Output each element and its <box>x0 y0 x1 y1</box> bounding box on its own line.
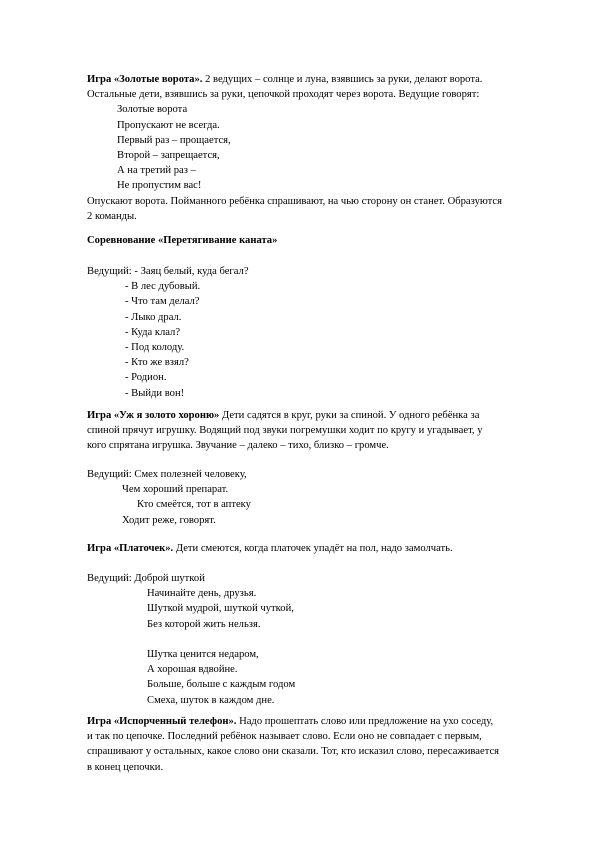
game-golden-gates-after1: Опускают ворота. Пойманного ребёнка спрашивают, на чью сторону он станет. Образуются <box>87 195 502 207</box>
game-broken-phone-line3: спрашивают у остальных, какое слово они сказали. Тот, кто исказил слово, пересаживается <box>87 746 500 758</box>
laugh-line: Кто смеётся, тот в аптеку <box>137 499 251 511</box>
joke-line: Больше, больше с каждым годом <box>147 679 296 691</box>
verse-line: Золотые ворота <box>117 104 188 116</box>
dialog-line: - Куда клал? <box>125 326 181 338</box>
verse-line: А на третий раз – <box>117 165 196 177</box>
game-broken-phone-line4: в конец цепочки. <box>87 761 164 773</box>
game-broken-phone-line2: и так по цепочке. Последний ребёнок называет слово. Если оно не совпадает с первым, <box>87 731 482 743</box>
game-handkerchief-title: Игра «Платочек». <box>87 543 174 554</box>
game-golden-gates-line2: Остальные дети, взявшись за руки, цепочкой проходят через ворота. Ведущие говорят: <box>87 89 480 101</box>
game-golden-gates-after2: 2 команды. <box>87 210 137 222</box>
game-broken-phone-title: Игра «Испорченный телефон». <box>87 716 237 727</box>
verse-line: Первый раз – прощается, <box>117 134 231 146</box>
game-hide-gold-line2: спиной прячут игрушку. Водящий под звуки погремушки ходит по кругу и угадывает, у <box>87 425 483 437</box>
dialog-line: - Лыко драл. <box>125 311 182 323</box>
blank-line <box>87 632 557 647</box>
verse-line: Не пропустим вас! <box>117 180 202 192</box>
contest-tug-of-war <box>87 233 557 248</box>
dialog-line: - В лес дубовый. <box>125 281 201 293</box>
game-broken-phone <box>87 714 557 775</box>
joke-line: Смеха, шуток в каждом дне. <box>147 694 275 706</box>
game-handkerchief-text: Дети смеются, когда платочек упадёт на пол, надо замолчать. <box>173 543 453 554</box>
game-golden-gates-intro: 2 ведущих – солнце и луна, взявшись за руки, делают ворота. <box>202 74 483 85</box>
dialog-hare <box>87 264 557 401</box>
verse-laughter <box>87 467 557 528</box>
joke-line: Шуткой мудрой, шуткой чуткой, <box>147 603 294 615</box>
dialog-first-line: Ведущий: - Заяц белый, куда бегал? <box>87 266 249 277</box>
dialog-line: - Под колоду. <box>125 342 185 354</box>
laugh-line: Чем хороший препарат. <box>122 484 229 496</box>
laugh-line: Ходит реже, говорят. <box>122 514 216 526</box>
joke-line: Начинайте день, друзья. <box>147 588 257 600</box>
game-golden-gates-title: Игра «Золотые ворота». <box>87 74 203 85</box>
game-hide-gold-line1 <box>87 408 557 423</box>
verse-line: Пропускают не всегда. <box>117 119 220 131</box>
game-hide-gold-intro: Дети садятся в круг, руки за спиной. У одного ребёнка за <box>219 410 480 421</box>
dialog-line: - Что там делал? <box>125 296 200 308</box>
dialog-line: - Выйди вон! <box>125 387 185 399</box>
joke-line: Без которой жить нельзя. <box>147 618 261 630</box>
joke-line: Шутка ценится недаром, <box>147 649 259 661</box>
game-broken-phone-intro: Надо прошептать слово или предложение на ухо соседу, <box>236 716 494 727</box>
game-broken-phone-line1 <box>87 714 557 729</box>
verse-joke <box>87 571 557 708</box>
game-golden-gates <box>87 72 557 224</box>
game-hide-gold <box>87 408 557 454</box>
game-handkerchief <box>87 541 557 556</box>
contest-title: Соревнование «Перетягивание каната» <box>87 235 278 246</box>
game-handkerchief-line <box>87 541 557 556</box>
verse-line: Второй – запрещается, <box>117 150 220 162</box>
joke-first-line: Ведущий: Доброй шуткой <box>87 573 205 584</box>
dialog-line: - Кто же взял? <box>125 357 189 369</box>
game-golden-gates-line1 <box>87 72 557 87</box>
game-hide-gold-line3: кого спрятана игрушка. Звучание – далеко – тихо, близко – громче. <box>87 440 389 452</box>
laugh-first-line: Ведущий: Смех полезней человеку, <box>87 469 247 480</box>
game-hide-gold-title: Игра «Уж я золото хороню» <box>87 410 220 421</box>
joke-line: А хорошая вдвойне. <box>147 664 238 676</box>
dialog-line: - Родион. <box>125 372 167 384</box>
